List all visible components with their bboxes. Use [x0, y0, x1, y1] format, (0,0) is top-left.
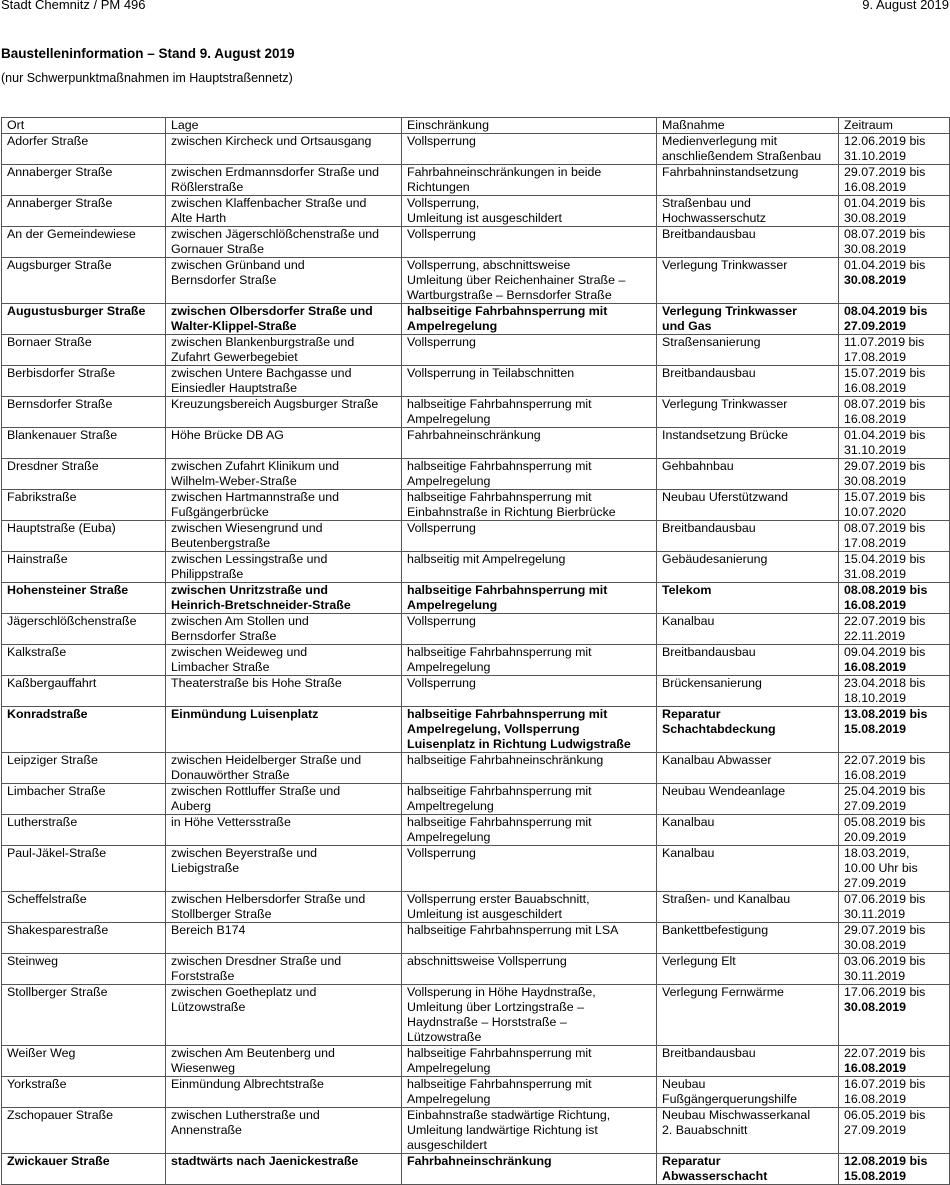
cell-massnahme: Gebäudesanierung	[657, 552, 839, 583]
table-header-row	[2, 118, 950, 134]
zeitraum-end: 27.09.2019	[844, 319, 907, 333]
cell-ort: Dresdner Straße	[2, 459, 166, 490]
cell-massnahme: Verlegung Fernwärme	[657, 985, 839, 1046]
zeitraum-end: 17.08.2019	[844, 350, 907, 364]
cell-zeitraum	[839, 707, 950, 753]
cell-massnahme: Fahrbahninstandsetzung	[657, 165, 839, 196]
cell-lage: zwischen Grünband und Bernsdorfer Straße	[166, 258, 402, 304]
cell-einschraenkung: halbseitige Fahrbahnsperrung mit Einbahnstraße in Richtung Bierbrücke	[402, 490, 657, 521]
cell-lage: zwischen Dresdner Straße und Forststraße	[166, 954, 402, 985]
cell-zeitraum	[839, 552, 950, 583]
zeitraum-end: 30.08.2019	[844, 242, 907, 256]
zeitraum-end: 30.08.2019	[844, 474, 907, 488]
cell-einschraenkung: halbseitige Fahrbahnsperrung mit Ampelregelung	[402, 815, 657, 846]
cell-zeitraum	[839, 676, 950, 707]
cell-zeitraum	[839, 366, 950, 397]
zeitraum-start: 12.08.2019 bis	[844, 1154, 928, 1168]
page-header	[0, 0, 950, 16]
cell-lage: zwischen Zufahrt Klinikum und Wilhelm-Weber-Straße	[166, 459, 402, 490]
cell-ort: Paul-Jäkel-Straße	[2, 846, 166, 892]
cell-lage: zwischen Wiesengrund und Beutenbergstraße	[166, 521, 402, 552]
column-header-zeitraum: Zeitraum	[839, 118, 950, 134]
cell-lage: stadtwärts nach Jaenickestraße	[166, 1154, 402, 1185]
cell-zeitraum	[839, 1077, 950, 1108]
zeitraum-end: 30.11.2019	[844, 969, 906, 983]
cell-einschraenkung: halbseitig mit Ampelregelung	[402, 552, 657, 583]
cell-einschraenkung: Vollsperrung	[402, 614, 657, 645]
table-row	[2, 366, 950, 397]
cell-einschraenkung: halbseitige Fahrbahnsperrung mit Ampelregelung	[402, 645, 657, 676]
zeitraum-start: 09.04.2019 bis	[844, 645, 926, 659]
table-row	[2, 923, 950, 954]
zeitraum-end: 30.08.2019	[844, 211, 907, 225]
table-row	[2, 954, 950, 985]
table-row	[2, 428, 950, 459]
cell-zeitraum	[839, 428, 950, 459]
table-row	[2, 258, 950, 304]
zeitraum-start: 08.04.2019 bis	[844, 304, 928, 318]
zeitraum-end: 30.08.2019	[844, 938, 907, 952]
cell-lage: zwischen Am Beutenberg und Wiesenweg	[166, 1046, 402, 1077]
cell-zeitraum	[839, 335, 950, 366]
zeitraum-start: 08.07.2019 bis	[844, 227, 926, 241]
cell-einschraenkung: Vollsperrung erster Bauabschnitt, Umleitung ist ausgeschildert	[402, 892, 657, 923]
cell-lage: zwischen Weideweg und Limbacher Straße	[166, 645, 402, 676]
table-row	[2, 304, 950, 335]
zeitraum-start: 07.06.2019 bis	[844, 892, 926, 906]
cell-einschraenkung: Fahrbahneinschränkung	[402, 428, 657, 459]
cell-einschraenkung: halbseitige Fahrbahnsperrung mit Ampelregelung	[402, 304, 657, 335]
zeitraum-start: 11.07.2019 bis	[844, 335, 925, 349]
table-row	[2, 815, 950, 846]
cell-massnahme: Medienverlegung mit anschließendem Straßenbau	[657, 134, 839, 165]
cell-einschraenkung: Vollsperrung	[402, 846, 657, 892]
construction-table	[1, 117, 950, 1185]
zeitraum-start: 23.04.2018 bis	[844, 676, 926, 690]
column-header-lage: Lage	[166, 118, 402, 134]
zeitraum-end: 30.08.2019	[844, 273, 907, 287]
cell-lage: zwischen Untere Bachgasse und Einsiedler Hauptstraße	[166, 366, 402, 397]
cell-massnahme: Bankettbefestigung	[657, 923, 839, 954]
cell-massnahme: Neubau Uferstützwand	[657, 490, 839, 521]
cell-massnahme: Neubau Fußgängerquerungshilfe	[657, 1077, 839, 1108]
cell-lage: zwischen Goetheplatz und Lützowstraße	[166, 985, 402, 1046]
cell-zeitraum	[839, 521, 950, 552]
cell-ort: Zschopauer Straße	[2, 1108, 166, 1154]
zeitraum-start: 01.04.2019 bis	[844, 258, 926, 272]
cell-lage: in Höhe Vettersstraße	[166, 815, 402, 846]
table-body	[2, 134, 950, 1185]
cell-einschraenkung: Vollsperrung, abschnittsweise Umleitung über Reichenhainer Straße – Wartburgstraße – Bernsdorfer Straße	[402, 258, 657, 304]
zeitraum-end: 30.08.2019	[844, 1000, 907, 1014]
cell-zeitraum	[839, 459, 950, 490]
cell-einschraenkung: Vollsperrung, Umleitung ist ausgeschildert	[402, 196, 657, 227]
cell-zeitraum	[839, 196, 950, 227]
cell-lage: Einmündung Luisenplatz	[166, 707, 402, 753]
cell-einschraenkung: halbseitige Fahrbahnsperrung mit LSA	[402, 923, 657, 954]
zeitraum-start: 17.06.2019 bis	[844, 985, 926, 999]
zeitraum-start: 15.04.2019 bis	[844, 552, 926, 566]
cell-ort: Kaßbergauffahrt	[2, 676, 166, 707]
cell-lage: zwischen Erdmannsdorfer Straße und Rößlerstraße	[166, 165, 402, 196]
cell-lage: zwischen Rottluffer Straße und Auberg	[166, 784, 402, 815]
cell-massnahme: Kanalbau Abwasser	[657, 753, 839, 784]
cell-ort: Zwickauer Straße	[2, 1154, 166, 1185]
cell-ort: Kalkstraße	[2, 645, 166, 676]
table-row	[2, 1108, 950, 1154]
cell-einschraenkung: Vollsperrung	[402, 335, 657, 366]
zeitraum-end: 27.09.2019	[844, 799, 907, 813]
cell-zeitraum	[839, 258, 950, 304]
cell-einschraenkung: Einbahnstraße stadwärtige Richtung, Umleitung landwärtige Richtung ist ausgeschildert	[402, 1108, 657, 1154]
table-row	[2, 196, 950, 227]
cell-zeitraum	[839, 397, 950, 428]
table-row	[2, 676, 950, 707]
cell-ort: Bornaer Straße	[2, 335, 166, 366]
table-row	[2, 335, 950, 366]
cell-ort: Augustusburger Straße	[2, 304, 166, 335]
cell-ort: Scheffelstraße	[2, 892, 166, 923]
zeitraum-start: 05.08.2019 bis	[844, 815, 926, 829]
cell-massnahme: Breitbandausbau	[657, 227, 839, 258]
cell-massnahme: Verlegung Elt	[657, 954, 839, 985]
cell-einschraenkung: halbseitige Fahrbahnsperrung mit Ampelregelung, Vollsperrung Luisenplatz in Richtung Ludwigstraße	[402, 707, 657, 753]
zeitraum-end: 27.09.2019	[844, 1123, 907, 1137]
zeitraum-start: 15.07.2019 bis	[844, 366, 926, 380]
zeitraum-end: 16.08.2019	[844, 1061, 907, 1075]
cell-zeitraum	[839, 304, 950, 335]
zeitraum-start: 25.04.2019 bis	[844, 784, 926, 798]
cell-lage: zwischen Lessingstraße und Philippstraße	[166, 552, 402, 583]
column-header-ort: Ort	[2, 118, 166, 134]
cell-massnahme: Breitbandausbau	[657, 366, 839, 397]
cell-massnahme: Gehbahnbau	[657, 459, 839, 490]
cell-einschraenkung: Vollsperrung	[402, 521, 657, 552]
cell-zeitraum	[839, 815, 950, 846]
table-row	[2, 645, 950, 676]
table-row	[2, 753, 950, 784]
header-date: 9. August 2019	[862, 0, 949, 12]
cell-einschraenkung: abschnittsweise Vollsperrung	[402, 954, 657, 985]
table-row	[2, 490, 950, 521]
cell-zeitraum	[839, 923, 950, 954]
cell-ort: Adorfer Straße	[2, 134, 166, 165]
cell-massnahme: Telekom	[657, 583, 839, 614]
cell-einschraenkung: Vollsperrung	[402, 134, 657, 165]
cell-zeitraum	[839, 1046, 950, 1077]
cell-lage: zwischen Klaffenbacher Straße und Alte Harth	[166, 196, 402, 227]
zeitraum-end: 16.08.2019	[844, 660, 907, 674]
zeitraum-start: 03.06.2019 bis	[844, 954, 926, 968]
cell-massnahme: Reparatur Schachtabdeckung	[657, 707, 839, 753]
cell-lage: zwischen Hartmannstraße und Fußgängerbrücke	[166, 490, 402, 521]
cell-zeitraum	[839, 954, 950, 985]
cell-ort: Weißer Weg	[2, 1046, 166, 1077]
zeitraum-end: 30.11.2019	[844, 907, 906, 921]
table-row	[2, 397, 950, 428]
cell-lage: zwischen Olbersdorfer Straße und Walter-Klippel-Straße	[166, 304, 402, 335]
cell-zeitraum	[839, 227, 950, 258]
zeitraum-start: 18.03.2019, 10.00 Uhr bis	[844, 846, 918, 875]
zeitraum-start: 13.08.2019 bis	[844, 707, 928, 721]
zeitraum-start: 12.06.2019 bis	[844, 134, 926, 148]
cell-lage: zwischen Beyerstraße und Liebigstraße	[166, 846, 402, 892]
zeitraum-end: 31.10.2019	[844, 149, 907, 163]
cell-zeitraum	[839, 1154, 950, 1185]
zeitraum-end: 31.10.2019	[844, 443, 907, 457]
cell-einschraenkung: Fahrbahneinschränkungen in beide Richtungen	[402, 165, 657, 196]
zeitraum-start: 16.07.2019 bis	[844, 1077, 926, 1091]
cell-massnahme: Neubau Mischwasserkanal 2. Bauabschnitt	[657, 1108, 839, 1154]
cell-massnahme: Verlegung Trinkwasser	[657, 258, 839, 304]
zeitraum-end: 17.08.2019	[844, 536, 907, 550]
cell-ort: Fabrikstraße	[2, 490, 166, 521]
zeitraum-start: 08.07.2019 bis	[844, 521, 926, 535]
cell-massnahme: Neubau Wendeanlage	[657, 784, 839, 815]
zeitraum-end: 16.08.2019	[844, 412, 907, 426]
table-row	[2, 1154, 950, 1185]
zeitraum-end: 31.08.2019	[844, 567, 907, 581]
cell-lage: zwischen Blankenburgstraße und Zufahrt Gewerbegebiet	[166, 335, 402, 366]
cell-ort: Konradstraße	[2, 707, 166, 753]
cell-zeitraum	[839, 165, 950, 196]
zeitraum-start: 29.07.2019 bis	[844, 165, 926, 179]
cell-massnahme: Kanalbau	[657, 846, 839, 892]
zeitraum-start: 15.07.2019 bis	[844, 490, 926, 504]
cell-ort: Blankenauer Straße	[2, 428, 166, 459]
cell-lage: zwischen Jägerschlößchenstraße und Gornauer Straße	[166, 227, 402, 258]
zeitraum-start: 22.07.2019 bis	[844, 753, 926, 767]
zeitraum-end: 27.09.2019	[844, 876, 907, 890]
cell-einschraenkung: halbseitige Fahrbahnsperrung mit Ampelregelung	[402, 1077, 657, 1108]
cell-ort: Leipziger Straße	[2, 753, 166, 784]
cell-ort: Yorkstraße	[2, 1077, 166, 1108]
cell-lage: Kreuzungsbereich Augsburger Straße	[166, 397, 402, 428]
cell-massnahme: Breitbandausbau	[657, 1046, 839, 1077]
cell-ort: Hauptstraße (Euba)	[2, 521, 166, 552]
table-row	[2, 985, 950, 1046]
cell-zeitraum	[839, 490, 950, 521]
cell-zeitraum	[839, 753, 950, 784]
cell-lage: zwischen Am Stollen und Bernsdorfer Straße	[166, 614, 402, 645]
cell-ort: Hainstraße	[2, 552, 166, 583]
cell-einschraenkung: Vollsperrung in Teilabschnitten	[402, 366, 657, 397]
cell-ort: Stollberger Straße	[2, 985, 166, 1046]
zeitraum-start: 22.07.2019 bis	[844, 614, 926, 628]
cell-einschraenkung: halbseitige Fahrbahnsperrung mit Ampelregelung	[402, 459, 657, 490]
zeitraum-start: 22.07.2019 bis	[844, 1046, 926, 1060]
cell-lage: zwischen Unritzstraße und Heinrich-Bretschneider-Straße	[166, 583, 402, 614]
cell-ort: Annaberger Straße	[2, 196, 166, 227]
zeitraum-end: 22.11.2019	[844, 629, 906, 643]
cell-lage: Bereich B174	[166, 923, 402, 954]
cell-massnahme: Kanalbau	[657, 815, 839, 846]
cell-zeitraum	[839, 614, 950, 645]
zeitraum-end: 16.08.2019	[844, 180, 907, 194]
column-header-einschraenkung: Einschränkung	[402, 118, 657, 134]
cell-ort: Hohensteiner Straße	[2, 583, 166, 614]
cell-zeitraum	[839, 1108, 950, 1154]
zeitraum-start: 29.07.2019 bis	[844, 459, 926, 473]
cell-massnahme: Instandsetzung Brücke	[657, 428, 839, 459]
table-row	[2, 707, 950, 753]
cell-massnahme: Breitbandausbau	[657, 645, 839, 676]
cell-einschraenkung: halbseitige Fahrbahnsperrung mit Ampeltregelung	[402, 784, 657, 815]
cell-zeitraum	[839, 985, 950, 1046]
zeitraum-end: 15.08.2019	[844, 722, 907, 736]
cell-lage: zwischen Helbersdorfer Straße und Stollberger Straße	[166, 892, 402, 923]
cell-zeitraum	[839, 892, 950, 923]
cell-zeitraum	[839, 846, 950, 892]
cell-ort: An der Gemeindewiese	[2, 227, 166, 258]
zeitraum-start: 08.07.2019 bis	[844, 397, 926, 411]
zeitraum-end: 16.08.2019	[844, 381, 907, 395]
table-row	[2, 846, 950, 892]
cell-massnahme: Straßensanierung	[657, 335, 839, 366]
cell-massnahme: Reparatur Abwasserschacht	[657, 1154, 839, 1185]
cell-zeitraum	[839, 134, 950, 165]
cell-lage: zwischen Heidelberger Straße und Donauwörther Straße	[166, 753, 402, 784]
zeitraum-start: 01.04.2019 bis	[844, 196, 926, 210]
cell-einschraenkung: Fahrbahneinschränkung	[402, 1154, 657, 1185]
cell-ort: Lutherstraße	[2, 815, 166, 846]
cell-lage: Einmündung Albrechtstraße	[166, 1077, 402, 1108]
zeitraum-start: 06.05.2019 bis	[844, 1108, 926, 1122]
cell-massnahme: Breitbandausbau	[657, 521, 839, 552]
cell-einschraenkung: Vollsperrung	[402, 227, 657, 258]
table-row	[2, 784, 950, 815]
cell-ort: Augsburger Straße	[2, 258, 166, 304]
zeitraum-start: 01.04.2019 bis	[844, 428, 926, 442]
cell-ort: Annaberger Straße	[2, 165, 166, 196]
column-header-massnahme: Maßnahme	[657, 118, 839, 134]
cell-einschraenkung: halbseitige Fahrbahnsperrung mit Ampelregelung	[402, 1046, 657, 1077]
table-row	[2, 583, 950, 614]
cell-ort: Steinweg	[2, 954, 166, 985]
zeitraum-end: 15.08.2019	[844, 1169, 907, 1183]
cell-ort: Limbacher Straße	[2, 784, 166, 815]
cell-massnahme: Straßen- und Kanalbau	[657, 892, 839, 923]
cell-einschraenkung: Vollsperrung	[402, 676, 657, 707]
document-title: Baustelleninformation – Stand 9. August 2019	[1, 46, 295, 61]
cell-zeitraum	[839, 645, 950, 676]
document-subtitle: (nur Schwerpunktmaßnahmen im Hauptstraßennetz)	[1, 71, 293, 85]
cell-massnahme: Straßenbau und Hochwasserschutz	[657, 196, 839, 227]
cell-einschraenkung: halbseitige Fahrbahnsperrung mit Ampelregelung	[402, 397, 657, 428]
zeitraum-end: 10.07.2020	[844, 505, 907, 519]
header-source: Stadt Chemnitz / PM 496	[1, 0, 146, 12]
cell-ort: Bernsdorfer Straße	[2, 397, 166, 428]
cell-zeitraum	[839, 784, 950, 815]
table-row	[2, 165, 950, 196]
zeitraum-start: 29.07.2019 bis	[844, 923, 926, 937]
table-row	[2, 459, 950, 490]
table-row	[2, 134, 950, 165]
zeitraum-end: 18.10.2019	[844, 691, 907, 705]
cell-lage: Theaterstraße bis Hohe Straße	[166, 676, 402, 707]
cell-massnahme: Verlegung Trinkwasser	[657, 397, 839, 428]
cell-lage: Höhe Brücke DB AG	[166, 428, 402, 459]
table-row	[2, 1046, 950, 1077]
table-row	[2, 521, 950, 552]
table-row	[2, 614, 950, 645]
cell-einschraenkung: halbseitige Fahrbahnsperrung mit Ampelregelung	[402, 583, 657, 614]
cell-massnahme: Kanalbau	[657, 614, 839, 645]
cell-zeitraum	[839, 583, 950, 614]
table-row	[2, 227, 950, 258]
cell-einschraenkung: halbseitige Fahrbahneinschränkung	[402, 753, 657, 784]
zeitraum-end: 16.08.2019	[844, 598, 907, 612]
cell-ort: Berbisdorfer Straße	[2, 366, 166, 397]
zeitraum-end: 16.08.2019	[844, 1092, 907, 1106]
cell-massnahme: Verlegung Trinkwasser und Gas	[657, 304, 839, 335]
cell-einschraenkung: Vollsperung in Höhe Haydnstraße, Umleitung über Lortzingstraße – Haydnstraße – Horststraße – Lützowstraße	[402, 985, 657, 1046]
cell-lage: zwischen Lutherstraße und Annenstraße	[166, 1108, 402, 1154]
zeitraum-end: 16.08.2019	[844, 768, 907, 782]
zeitraum-start: 08.08.2019 bis	[844, 583, 928, 597]
table-row	[2, 892, 950, 923]
zeitraum-end: 20.09.2019	[844, 830, 907, 844]
cell-ort: Shakesparestraße	[2, 923, 166, 954]
table-row	[2, 552, 950, 583]
cell-ort: Jägerschlößchenstraße	[2, 614, 166, 645]
cell-lage: zwischen Kircheck und Ortsausgang	[166, 134, 402, 165]
table-row	[2, 1077, 950, 1108]
cell-massnahme: Brückensanierung	[657, 676, 839, 707]
